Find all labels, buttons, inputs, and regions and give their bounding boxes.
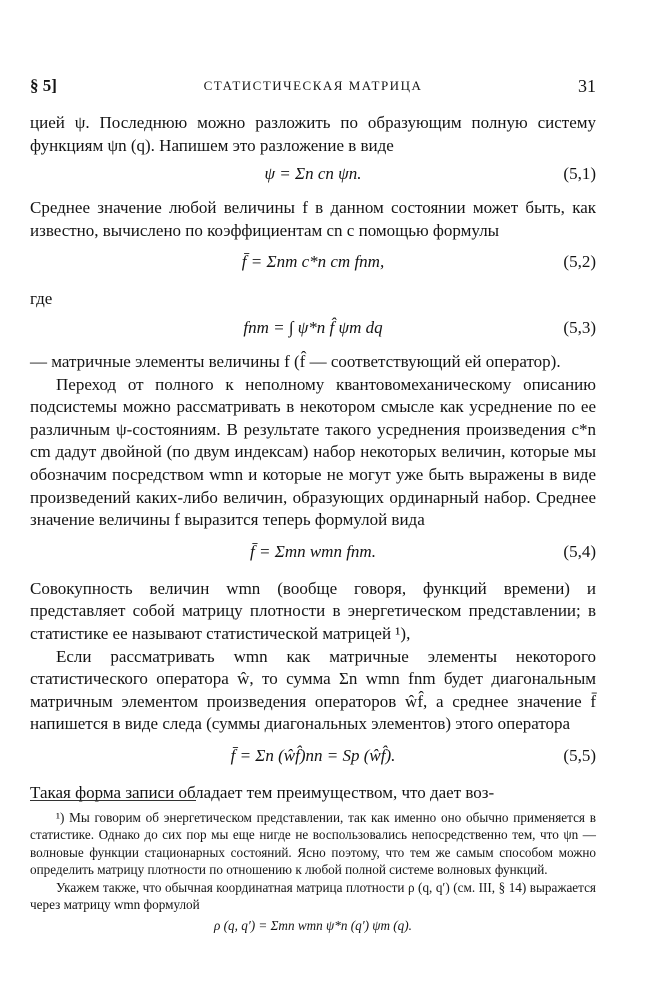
- footnote-1: ¹) Мы говорим об энергетическом представлении, так как именно оно обычно применяется в статистике. Однако до сих пор мы еще нигде не воспользовались непосредственно тем, что ψn — волновые функции стационарных состояний. Ясно поэтому, что тем же самым способом можно определить матрицу плотности по отношению к любой полной системе волновых функций.: [30, 810, 596, 878]
- paragraph-6: Совокупность величин wmn (вообще говоря, функций времени) и представляет собой матрицу плотности в энергетическом представлении; в статистике ее называют статистической матрицей ¹),: [30, 578, 596, 643]
- equation-5-5: [30, 736, 596, 782]
- equation-5-1: [30, 157, 596, 197]
- equation-5-4: [30, 532, 596, 578]
- paragraph-7: Если рассматривать wmn как матричные элементы некоторого статистического оператора ŵ, то сумма Σn wmn fnm будет диагональным матричным элементом произведения операторов ŵf̂, а среднее значение f̄ напишется в виде следа (суммы диагональных элементов) этого оператора: [30, 646, 596, 734]
- equation-number: (5,4): [563, 541, 596, 561]
- equation-expr: ψ = Σn cn ψn.: [264, 164, 362, 184]
- footnotes: [30, 800, 596, 935]
- footnote-2: Укажем также, что обычная координатная матрица плотности ρ (q, q′) (см. III, § 14) выражается через матрицу wmn формулой: [30, 879, 596, 913]
- equation-number: (5,3): [563, 317, 596, 337]
- paragraph-8: Такая форма записи обладает тем преимуществом, что дает воз-: [30, 782, 495, 802]
- header-section: § 5]: [30, 76, 57, 95]
- running-header: [30, 76, 596, 100]
- paragraph-1: цией ψ. Последнюю можно разложить по образующим полную систему функциям ψn (q). Напишем это разложение в виде: [30, 113, 596, 155]
- paragraph-3: где: [30, 289, 53, 309]
- paragraph-2: Среднее значение любой величины f в данном состоянии может быть, как известно, вычислено по коэффициентам cn с помощью формулы: [30, 198, 596, 240]
- equation-number: (5,5): [563, 745, 596, 765]
- equation-expr: f̄ = Σnm c*n cm fnm,: [241, 252, 385, 272]
- equation-5-2: [30, 242, 596, 288]
- paragraph-4: — матричные элементы величины f (f̂ — соответствующий ей оператор).: [30, 351, 561, 371]
- page-number: 31: [578, 76, 596, 96]
- equation-number: (5,2): [563, 252, 596, 272]
- footnote-equation: ρ (q, q′) = Σmn wmn ψ*n (q′) ψm (q).: [214, 918, 412, 934]
- body-text: [30, 112, 596, 804]
- equation-expr: fnm = ∫ ψ*n f̂ ψm dq: [243, 317, 383, 337]
- equation-5-3: [30, 311, 596, 351]
- paragraph-5: Переход от полного к неполному квантовомеханическому описанию подсистемы можно рассматривать в некотором смысле как усреднение по ее различным ψ-состояниям. В результате такого усреднения произведения c*n cm дадут двойной (по двум индексам) набор некоторых величин, которые мы обозначим посредством wmn и которые не могут уже быть выражены в виде произведений каких-либо величин, образующих ординарный набор. Среднее значение величины f выразится теперь формулой вида: [30, 374, 596, 530]
- equation-number: (5,1): [563, 164, 596, 184]
- equation-expr: f̄ = Σmn wmn fnm.: [250, 541, 376, 561]
- header-title: СТАТИСТИЧЕСКАЯ МАТРИЦА: [203, 78, 423, 93]
- footnote-rule: [30, 800, 196, 801]
- equation-expr: f̄ = Σn (ŵf̂)nn = Sp (ŵf̂).: [230, 745, 396, 765]
